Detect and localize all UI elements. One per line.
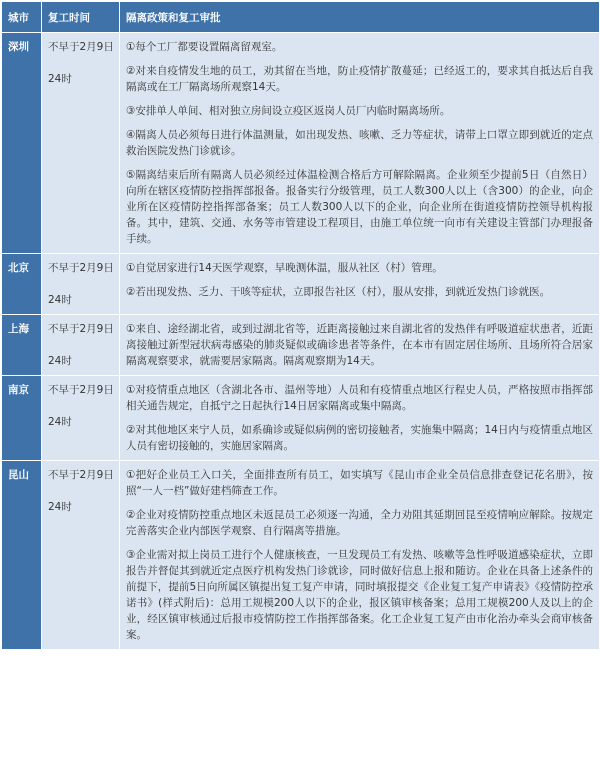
time-line: 不早于2月9日 xyxy=(48,384,114,396)
policy-cell xyxy=(120,254,600,315)
time-cell xyxy=(42,315,120,376)
policy-cell xyxy=(120,33,600,254)
time-line: 不早于2月9日 xyxy=(48,41,114,53)
policy-item: ②企业对疫情防控重点地区未返昆员工必须逐一沟通，全力劝阻其延期回昆至疫情响应解除。按规定完善落实企业内部医学观察、自行隔离等措施。 xyxy=(126,509,593,537)
time-line: 不早于2月9日 xyxy=(48,262,114,274)
time-line: 24时 xyxy=(48,73,72,85)
header-time: 复工时间 xyxy=(42,2,120,33)
time-cell xyxy=(42,33,120,254)
policy-cell xyxy=(120,461,600,650)
time-cell xyxy=(42,376,120,461)
table-row xyxy=(2,315,600,376)
policy-cell xyxy=(120,315,600,376)
time-line: 24时 xyxy=(48,294,72,306)
header-policy: 隔离政策和复工审批 xyxy=(120,2,600,33)
time-line: 不早于2月9日 xyxy=(48,469,114,481)
city-cell: 深圳 xyxy=(2,33,42,254)
policy-item: ①对疫情重点地区（含湖北各市、温州等地）人员和有疫情重点地区行程史人员，严格按照市指挥部相关通告规定，自抵宁之日起执行14日居家隔离或集中隔离。 xyxy=(126,384,593,412)
time-line: 不早于2月9日 xyxy=(48,323,114,335)
header-city: 城市 xyxy=(2,2,42,33)
policy-item: ①每个工厂都要设置隔离留观室。 xyxy=(126,41,283,53)
table-header-row xyxy=(2,2,600,33)
policy-item: ①把好企业员工入口关，全面排查所有员工，如实填写《昆山市企业全员信息排查登记花名册》，按照“一人一档”做好建档筛查工作。 xyxy=(126,469,593,497)
time-line: 24时 xyxy=(48,355,72,367)
city-cell: 南京 xyxy=(2,376,42,461)
city-cell: 上海 xyxy=(2,315,42,376)
policy-table-container xyxy=(1,1,599,650)
policy-item: ②对其他地区来宁人员，如系确诊或疑似病例的密切接触者，实施集中隔离；14日内与疫情重点地区人员有密切接触的，实施居家隔离。 xyxy=(126,424,593,452)
policy-item: ①来自、途经湖北省，或到过湖北省等，近距离接触过来自湖北省的发热伴有呼吸道症状患者，近距离接触过新型冠状病毒感染的肺炎疑似或确诊患者等条件，在本市有固定居住场所、且场所符合居家隔离观察要求，就需要居家隔离。隔离观察期为14天。 xyxy=(126,323,593,367)
table-row xyxy=(2,254,600,315)
policy-item: ②若出现发热、乏力、干咳等症状，立即报告社区（村），服从安排，到就近发热门诊就医。 xyxy=(126,286,551,298)
policy-cell xyxy=(120,376,600,461)
city-cell: 昆山 xyxy=(2,461,42,650)
policy-table xyxy=(1,1,600,650)
policy-item: ③安排单人单间、相对独立房间设立疫区返岗人员厂内临时隔离场所。 xyxy=(126,105,451,117)
time-line: 24时 xyxy=(48,416,72,428)
table-row xyxy=(2,376,600,461)
policy-item: ①自觉居家进行14天医学观察，早晚测体温，服从社区（村）管理。 xyxy=(126,262,443,274)
policy-item: ③企业需对拟上岗员工进行个人健康核查，一旦发现员工有发热、咳嗽等急性呼吸道感染症状，立即报告并督促其到就近定点医疗机构发热门诊就诊，同时做好信息上报和随访。企业在具备上述条件的前提下，提前5日向所属区镇提出复工复产申请，同时填报提交《企业复工复产申请表》《疫情防控承诺书》(样式附后)：总用工规模200人以下的企业，报区镇审核备案；总用工规模200人及以上的企业，经区镇审核通过后报市疫情防控工作指挥部备案。化工企业复工复产由市化治办牵头会商审核备案。 xyxy=(126,549,593,641)
table-row xyxy=(2,461,600,650)
time-cell xyxy=(42,461,120,650)
city-cell: 北京 xyxy=(2,254,42,315)
time-cell xyxy=(42,254,120,315)
policy-item: ④隔离人员必须每日进行体温测量，如出现发热、咳嗽、乏力等症状，请带上口罩立即到就近的定点救治医院发热门诊就诊。 xyxy=(126,129,593,157)
table-row xyxy=(2,33,600,254)
policy-item: ②对来自疫情发生地的员工，劝其留在当地，防止疫情扩散蔓延；已经返工的，要求其自抵达后自我隔离或在工厂隔离场所观察14天。 xyxy=(126,65,593,93)
policy-item: ⑤隔离结束后所有隔离人员必须经过体温检测合格后方可解除隔离。企业须至少提前5日（自然日）向所在辖区疫情防控指挥部报备。报备实行分级管理，员工人数300人以上（含300）的企业，向企业所在区疫情防控指挥部备案；员工人数300人以下的企业，向企业所在街道疫情防控领导机构报备。其中，建筑、交通、水务等市管建设工程项目，由施工单位统一向市有关建设主管部门办理报备手续。 xyxy=(126,169,593,245)
time-line: 24时 xyxy=(48,501,72,513)
